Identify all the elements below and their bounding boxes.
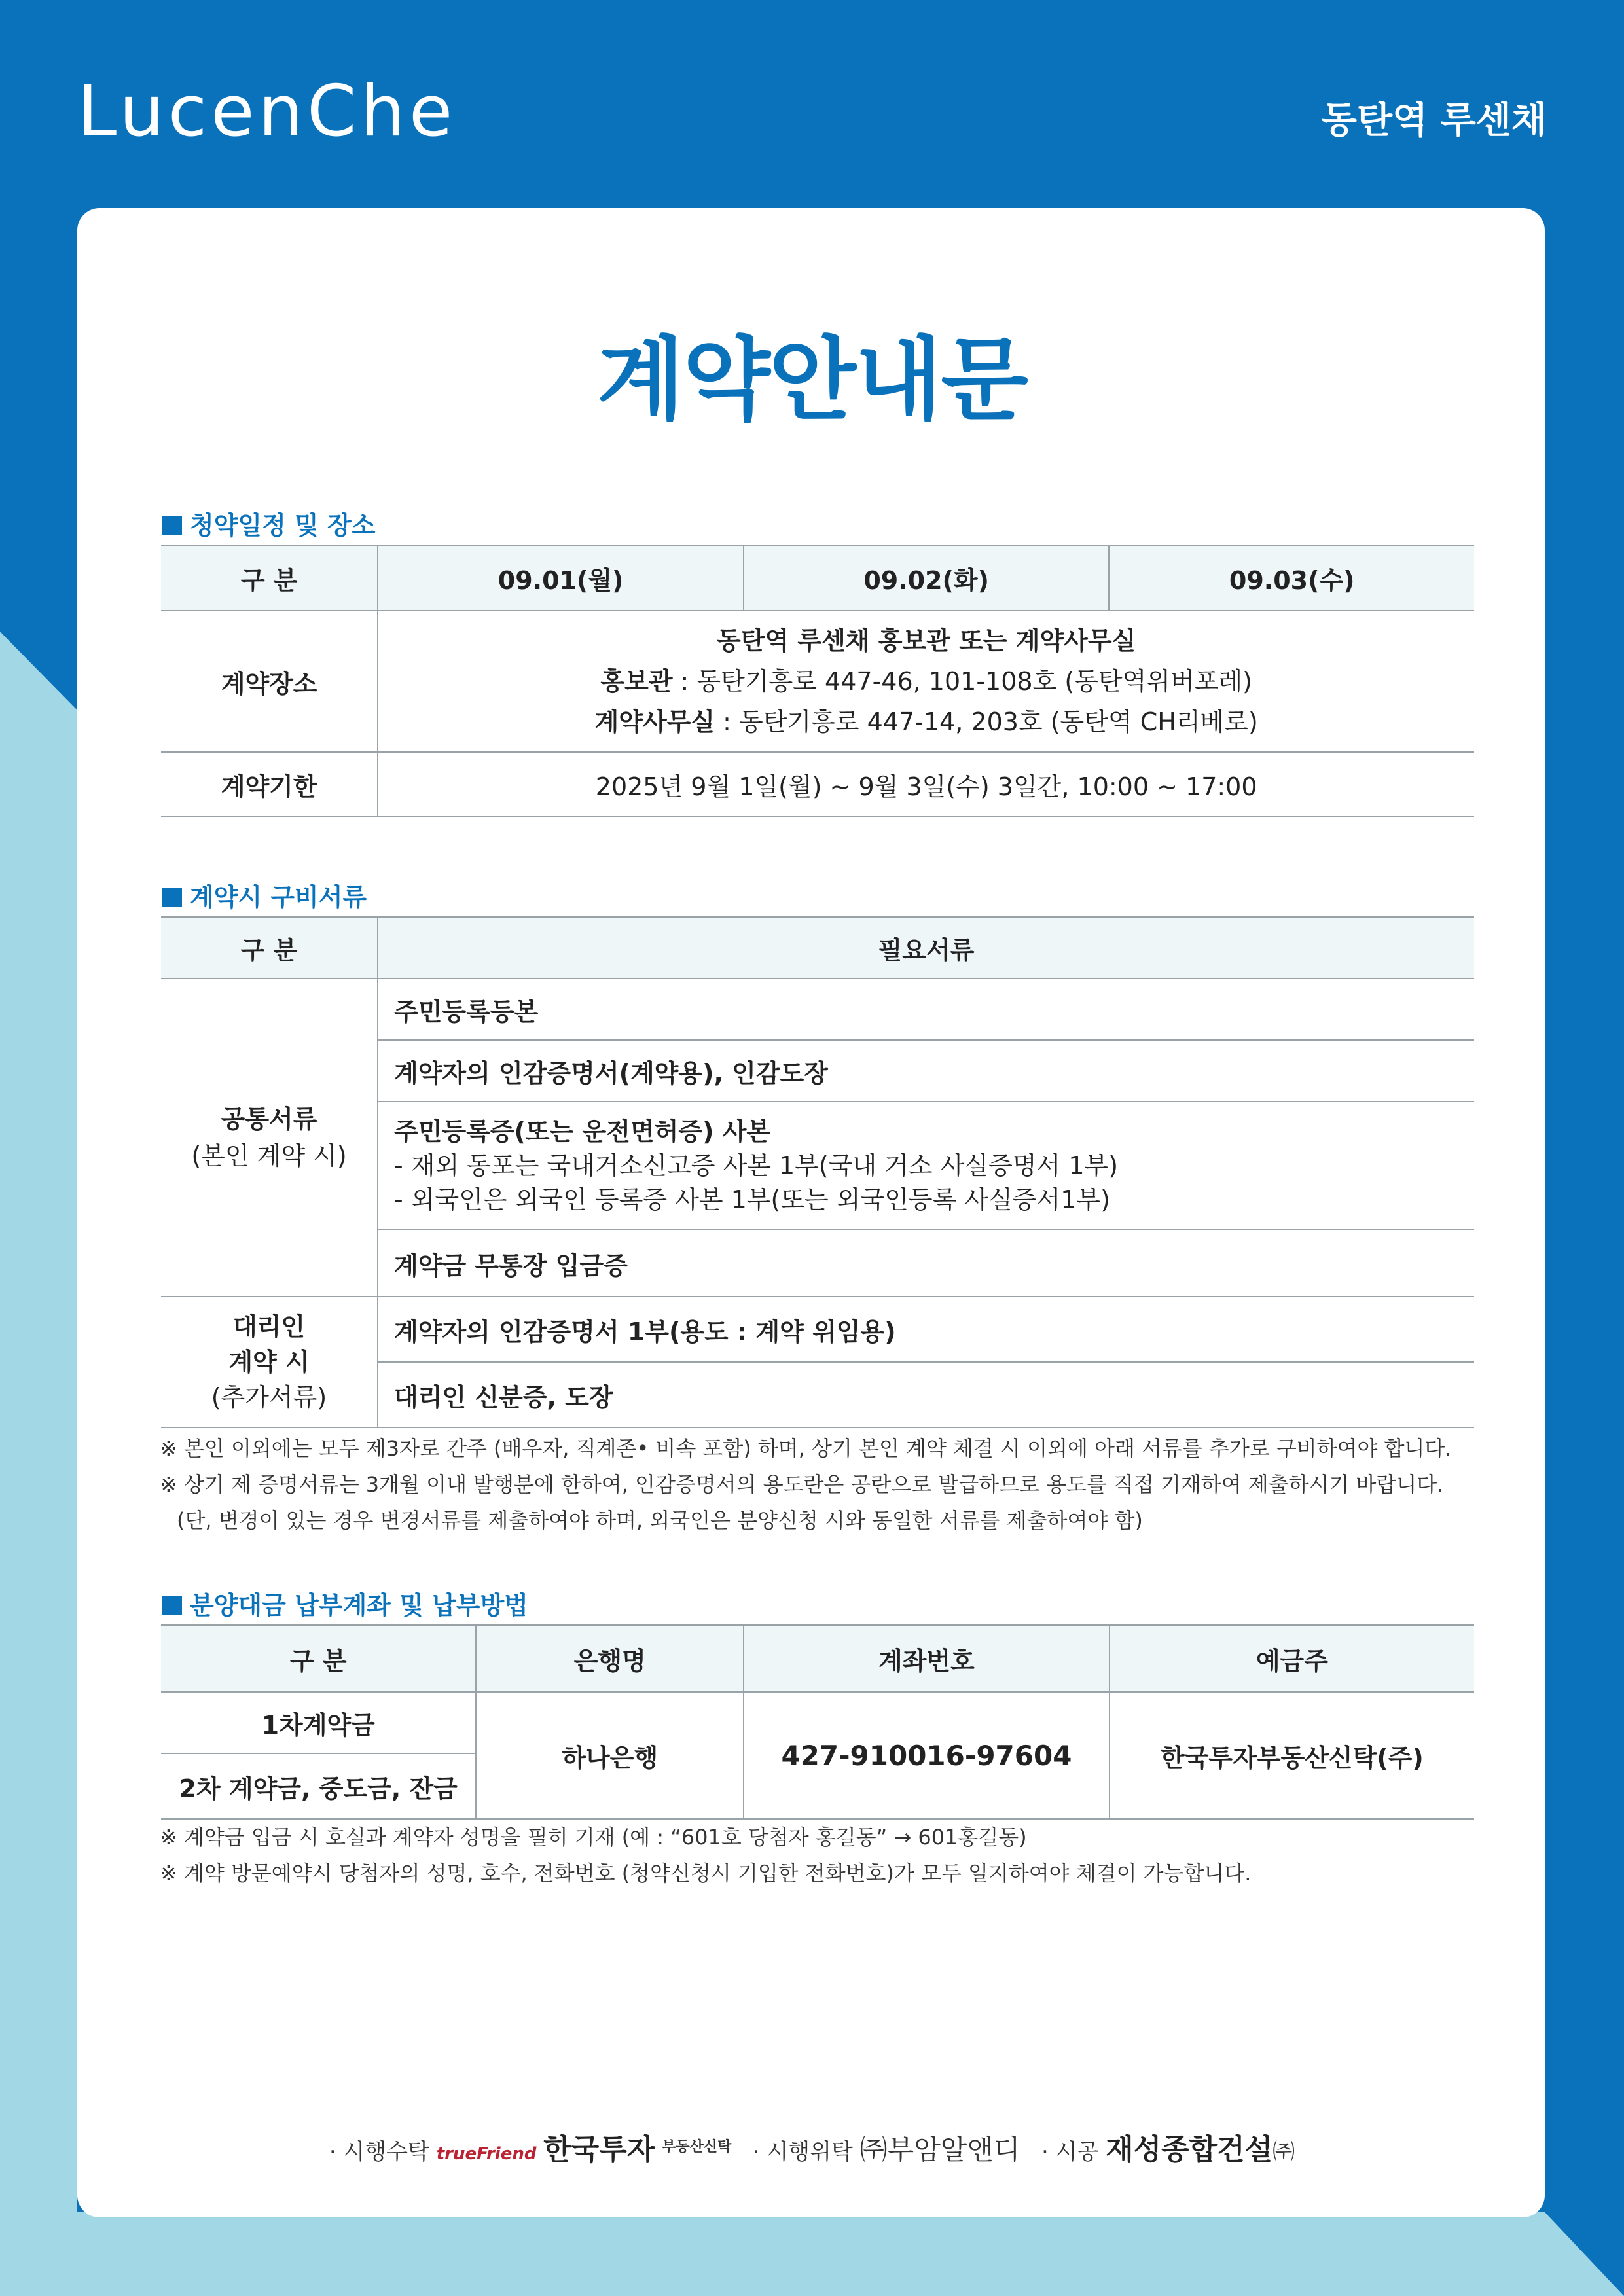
square-bullet-icon [162, 888, 182, 907]
square-bullet-icon [162, 516, 182, 535]
truefriend-logo: trueFriend [436, 2144, 537, 2164]
doc-item: 계약자의 인감증명서 1부(용도 : 계약 위임용) [378, 1297, 1474, 1362]
date-1: 09.01(월) [378, 545, 744, 611]
place-line-2: 계약사무실 : 동탄기흥로 447-14, 203호 (동탄역 CH리베로) [594, 708, 1258, 736]
common-docs-label: 공통서류 (본인 계약 시) [161, 978, 378, 1297]
payment-table [161, 1624, 1474, 1820]
doc-item: 주민등록등본 [378, 978, 1474, 1040]
section-heading-schedule: 청약일정 및 장소 [162, 505, 375, 541]
place-line-1: 홍보관 : 동탄기흥로 447-46, 101-108호 (동탄역위버포레) [600, 667, 1252, 696]
account-number: 427-910016-97604 [744, 1692, 1110, 1819]
bank-name: 하나은행 [476, 1692, 744, 1819]
place-label: 계약장소 [161, 611, 378, 752]
doc-item: 대리인 신분증, 도장 [378, 1362, 1474, 1427]
col-label: 구 분 [161, 1625, 476, 1692]
footer-credits: · 시행수탁 trueFriend 한국투자 $^{부동산신탁}$ · 시행위탁 ㈜부암알앤디 · 시공 재성종합건설㈜ [329, 2133, 1295, 2166]
date-2: 09.02(화) [744, 545, 1110, 611]
lucenche-logo: LucenChe [77, 71, 457, 152]
documents-notes: ※ 본인 이외에는 모두 제3자로 간주 (배우자, 직계존• 비속 포함) 하며, 상기 본인 계약 체결 시 이외에 아래 서류를 추가로 구비하여야 합니다. ※ 상기 제 증명서류는 3개월 이내 발행분에 한하여, 인감증명서의 용도란은 공란으로 발급하므로 용도를 직접 기재하여 제출하시기 바랍니다. (단, 변경이 있는 경우 변경서류를 제출하여야 하며, 외국인은 분양신청 시와 동일한 서류를 제출하여야 함) [160, 1436, 1452, 1533]
col-holder: 예금주 [1110, 1625, 1474, 1692]
col-docs: 필요서류 [378, 917, 1474, 978]
schedule-table [161, 545, 1474, 817]
account-holder: 한국투자부동산신탁(주) [1110, 1692, 1474, 1819]
date-3: 09.03(수) [1109, 545, 1474, 611]
proxy-docs-label: 대리인 계약 시 (추가서류) [161, 1297, 378, 1427]
documents-table [161, 916, 1474, 1428]
col-bank: 은행명 [476, 1625, 744, 1692]
doc-item: 계약자의 인감증명서(계약용), 인감도장 [378, 1040, 1474, 1102]
payment-notes: ※ 계약금 입금 시 호실과 계약자 성명을 필히 기재 (예 : “601호 당첨자 홍길동” → 601홍길동) ※ 계약 방문예약시 당첨자의 성명, 호수, 전화번호 (청약신청시 기입한 전화번호)가 모두 일지하여야 체결이 가능합니다. [160, 1825, 1252, 1886]
col-account: 계좌번호 [744, 1625, 1110, 1692]
square-bullet-icon [162, 1596, 182, 1615]
place-cell [378, 611, 1474, 752]
section-heading-payment: 분양대금 납부계좌 및 납부방법 [162, 1585, 528, 1621]
payment-row-2: 2차 계약금, 중도금, 잔금 [161, 1753, 476, 1819]
period-label: 계약기한 [161, 752, 378, 816]
section-heading-documents: 계약시 구비서류 [162, 877, 367, 913]
page-title: 계약안내문 [597, 327, 1027, 433]
col-label: 구 분 [161, 545, 378, 611]
payment-row-1: 1차계약금 [161, 1692, 476, 1753]
doc-item: 계약금 무통장 입금증 [378, 1230, 1474, 1297]
period-text: 2025년 9월 1일(월) ~ 9월 3일(수) 3일간, 10:00 ~ 17:00 [378, 752, 1474, 816]
doc-item-id: 주민등록증(또는 운전면허증) 사본 - 재외 동포는 국내거소신고증 사본 1부(국내 거소 사실증명서 1부) - 외국인은 외국인 등록증 사본 1부(또는 외국인등록 사실증서1부) [378, 1102, 1474, 1230]
col-label: 구 분 [161, 917, 378, 978]
brand-name: 동탄역 루센채 [1321, 99, 1547, 142]
place-main: 동탄역 루센채 홍보관 또는 계약사무실 [717, 626, 1136, 655]
